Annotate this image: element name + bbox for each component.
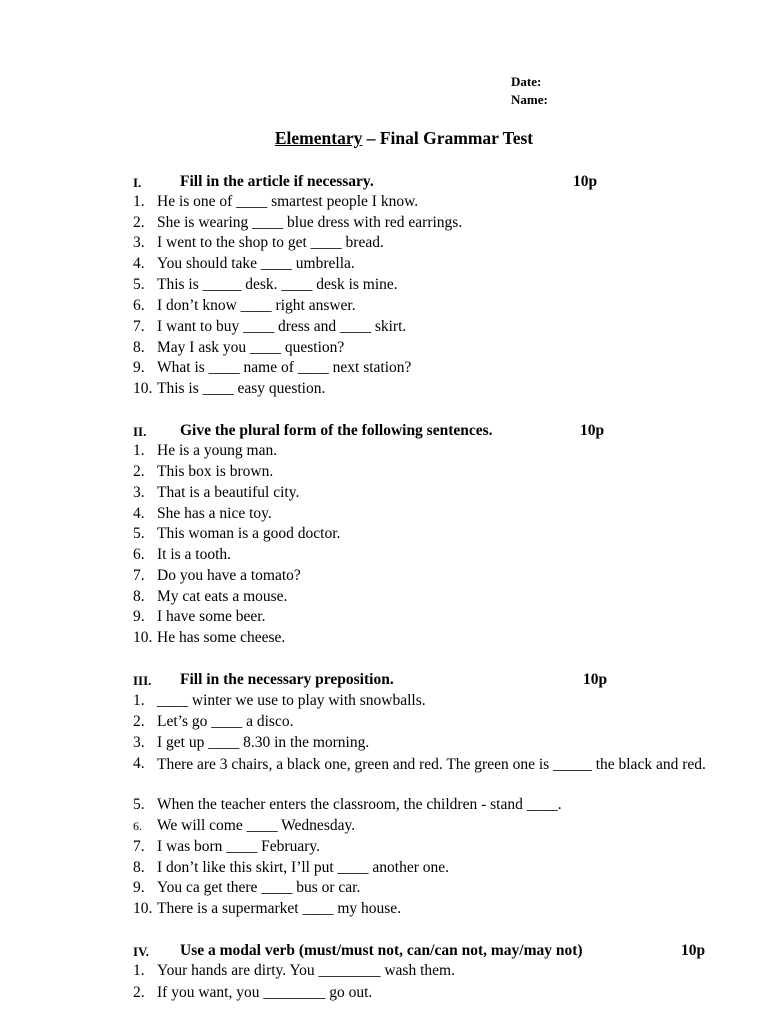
section-2-instruction: Give the plural form of the following sentences. (180, 422, 493, 439)
item-number: 1. (133, 962, 145, 979)
item-number: 9. (133, 608, 145, 625)
item-number: 9. (133, 879, 145, 896)
item-number: 9. (133, 359, 145, 376)
section-2-points: 10p (580, 422, 605, 439)
section-3-number: III. (133, 673, 152, 688)
list-item (133, 276, 398, 294)
item-text: That is a beautiful city. (157, 484, 300, 501)
section-4-number: IV. (133, 944, 150, 959)
item-number: 7. (133, 838, 145, 855)
item-text: When the teacher enters the classroom, the children - stand ____. (157, 796, 562, 813)
list-item (133, 484, 300, 502)
item-text: He is one of ____ smartest people I know. (157, 193, 419, 210)
list-item (133, 525, 341, 543)
list-item (133, 214, 463, 232)
item-number: 2. (133, 463, 145, 480)
section-4-instruction: Use a modal verb (must/must not, can/can not, may/may not) (180, 942, 583, 959)
list-item (133, 463, 274, 481)
list-item (133, 984, 373, 1002)
item-number: 4. (133, 505, 145, 522)
list-item (133, 838, 320, 856)
item-number: 3. (133, 234, 145, 251)
list-item (133, 567, 301, 585)
date-label: Date: (511, 74, 542, 89)
item-text: You ca get there ____ bus or car. (157, 879, 361, 896)
item-text: Do you have a tomato? (157, 567, 301, 584)
section-1-instruction: Fill in the article if necessary. (180, 173, 374, 190)
item-number: 1. (133, 442, 145, 459)
item-number: 6. (133, 819, 142, 833)
item-number: 3. (133, 734, 145, 751)
item-text: There are 3 chairs, a black one, green and red. The green one is _____ the black and red. (157, 756, 706, 773)
item-text: He is a young man. (157, 442, 278, 459)
list-item (133, 713, 294, 731)
item-number: 5. (133, 276, 145, 293)
item-text: He has some cheese. (157, 629, 286, 646)
list-item (133, 505, 272, 523)
list-item (133, 546, 232, 564)
list-item (133, 692, 426, 710)
list-item (133, 380, 326, 398)
item-number: 10. (133, 380, 153, 397)
title-rest: – Final Grammar Test (362, 128, 534, 148)
section-2-heading (0, 422, 768, 444)
item-text: She is wearing ____ blue dress with red earrings. (157, 214, 463, 231)
item-number: 8. (133, 339, 145, 356)
item-text: What is ____ name of ____ next station? (157, 359, 412, 376)
item-text: My cat eats a mouse. (157, 588, 288, 605)
item-number: 4. (133, 755, 145, 772)
list-item (133, 255, 355, 273)
item-number: 3. (133, 484, 145, 501)
list-item (133, 193, 419, 211)
list-item (133, 900, 402, 918)
name-label: Name: (511, 92, 548, 107)
section-4-points: 10p (681, 942, 706, 959)
item-number: 5. (133, 525, 145, 542)
item-text: I get up ____ 8.30 in the morning. (157, 734, 370, 751)
section-3-instruction: Fill in the necessary preposition. (180, 671, 394, 688)
item-number: 1. (133, 193, 145, 210)
item-text: This is ____ easy question. (157, 380, 326, 397)
item-text: May I ask you ____ question? (157, 339, 345, 356)
list-item (133, 734, 370, 752)
item-text: She has a nice toy. (157, 505, 272, 522)
item-number: 10. (133, 629, 153, 646)
section-1-number: I. (133, 175, 142, 190)
item-number: 8. (133, 588, 145, 605)
list-item (133, 796, 562, 814)
list-item (133, 318, 407, 336)
item-text: It is a tooth. (157, 546, 232, 563)
list-item (133, 962, 455, 980)
item-number: 8. (133, 859, 145, 876)
item-text: I went to the shop to get ____ bread. (157, 234, 384, 251)
item-text: I was born ____ February. (157, 838, 320, 855)
list-item (133, 755, 706, 773)
item-number: 5. (133, 796, 145, 813)
item-text: This is _____ desk. ____ desk is mine. (157, 276, 398, 293)
section-4-heading (0, 942, 768, 964)
section-2-number: II. (133, 424, 147, 439)
list-item (133, 608, 266, 626)
section-1-heading (0, 173, 768, 195)
item-number: 7. (133, 567, 145, 584)
item-number: 2. (133, 984, 145, 1001)
list-item (133, 339, 345, 357)
list-item (133, 442, 278, 460)
list-item (133, 629, 286, 647)
section-3-heading (0, 671, 768, 693)
item-text: I don’t know ____ right answer. (157, 297, 356, 314)
section-3-points: 10p (583, 671, 608, 688)
item-text: This box is brown. (157, 463, 274, 480)
item-number: 7. (133, 318, 145, 335)
item-text: There is a supermarket ____ my house. (157, 900, 402, 917)
item-text: If you want, you ________ go out. (157, 984, 373, 1001)
page-title (0, 128, 768, 149)
list-item (133, 234, 384, 252)
item-text: Let’s go ____ a disco. (157, 713, 294, 730)
item-text: I want to buy ____ dress and ____ skirt. (157, 318, 407, 335)
section-1-points: 10p (573, 173, 598, 190)
item-text: ____ winter we use to play with snowballs. (157, 692, 426, 709)
list-item (133, 297, 356, 315)
item-number: 10. (133, 900, 153, 917)
item-number: 2. (133, 214, 145, 231)
list-item (133, 359, 412, 377)
item-text: We will come ____ Wednesday. (157, 817, 356, 834)
item-number: 6. (133, 546, 145, 563)
list-item (133, 817, 356, 835)
item-number: 4. (133, 255, 145, 272)
item-text: I have some beer. (157, 608, 266, 625)
item-text: You should take ____ umbrella. (157, 255, 355, 272)
title-level: Elementary (274, 128, 363, 148)
list-item (133, 859, 450, 877)
item-text: Your hands are dirty. You ________ wash them. (157, 962, 455, 979)
item-number: 6. (133, 297, 145, 314)
list-item (133, 588, 288, 606)
item-number: 2. (133, 713, 145, 730)
list-item (133, 879, 361, 897)
item-text: I don’t like this skirt, I’ll put ____ another one. (157, 859, 450, 876)
item-text: This woman is a good doctor. (157, 525, 341, 542)
item-number: 1. (133, 692, 145, 709)
